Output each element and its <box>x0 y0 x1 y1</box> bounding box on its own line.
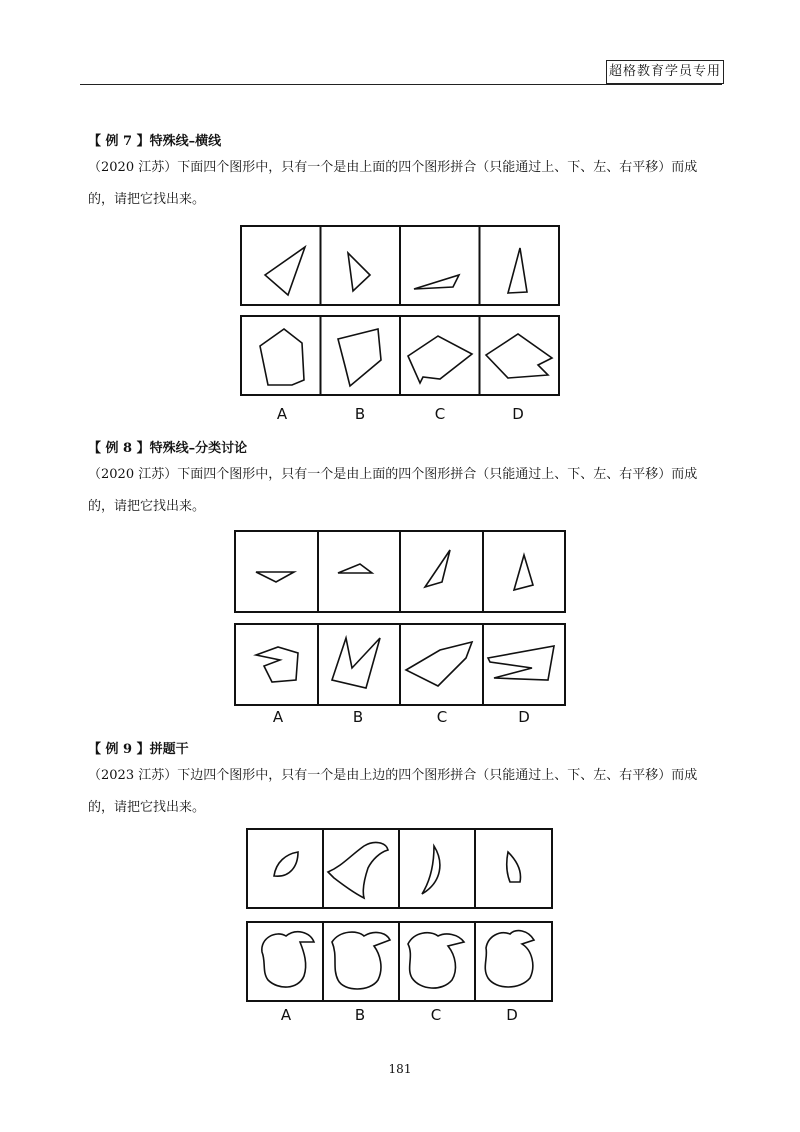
piece-triangle-1 <box>256 572 294 582</box>
option-b-shape[interactable] <box>338 329 381 386</box>
option-d-shape[interactable] <box>486 334 552 378</box>
piece-triangle-2 <box>338 564 372 573</box>
option-a-shape[interactable] <box>260 329 304 385</box>
example-8-pieces-row <box>235 531 565 612</box>
option-a-label[interactable]: A <box>280 1006 292 1024</box>
option-a-label[interactable]: A <box>272 708 284 726</box>
option-b-shape[interactable] <box>332 932 390 989</box>
option-b-label[interactable]: B <box>354 405 366 423</box>
piece-crescent <box>422 846 440 894</box>
option-c-label[interactable]: C <box>436 708 448 726</box>
piece-triangle-3 <box>425 550 450 587</box>
option-b-label[interactable]: B <box>354 1006 366 1024</box>
option-d-label[interactable]: D <box>512 405 524 423</box>
example-7-question <box>88 152 724 216</box>
piece-curved-angle <box>328 843 388 898</box>
option-d-label[interactable]: D <box>518 708 530 726</box>
example-7-options-row <box>241 316 559 395</box>
option-b-shape[interactable] <box>332 638 380 688</box>
example-9-options-row <box>247 922 552 1001</box>
option-d-shape[interactable] <box>488 646 554 680</box>
option-a-shape[interactable] <box>262 932 314 987</box>
example-8-figure <box>234 530 566 730</box>
example-7-question-line1: （2020 江苏）下面四个图形中，只有一个是由上面的四个图形拼合（只能通过上、下、左、右平移）而成 <box>88 160 698 175</box>
example-8-question <box>88 459 724 523</box>
piece-triangle-4 <box>508 248 527 293</box>
example-9-question <box>88 760 724 824</box>
example-7-pieces-row <box>241 226 559 305</box>
option-a-shape[interactable] <box>256 647 298 682</box>
example-9-pieces-row <box>247 829 552 908</box>
example-9-question-line1: （2023 江苏）下边四个图形中，只有一个是由上边的四个图形拼合（只能通过上、下、左、右平移）而成 <box>88 768 698 783</box>
option-c-label[interactable]: C <box>434 405 446 423</box>
piece-triangle-3 <box>414 275 459 289</box>
piece-triangle-4 <box>514 555 533 590</box>
piece-lens <box>274 852 298 876</box>
example-8-title: 【 例 8 】特殊线–分类讨论 <box>88 441 248 456</box>
option-c-shape[interactable] <box>406 642 472 686</box>
option-c-shape[interactable] <box>408 933 464 988</box>
example-9-title: 【 例 9 】拼题干 <box>88 742 189 757</box>
example-7-question-line2: 的，请把它找出来。 <box>88 192 206 207</box>
piece-half-lens <box>507 852 521 882</box>
example-8-question-line1: （2020 江苏）下面四个图形中，只有一个是由上面的四个图形拼合（只能通过上、下、左、右平移）而成 <box>88 467 698 482</box>
page-number: 181 <box>388 1062 412 1076</box>
piece-triangle-1 <box>265 247 305 295</box>
option-b-label[interactable]: B <box>352 708 364 726</box>
option-d-shape[interactable] <box>485 931 534 987</box>
example-9-figure <box>246 828 554 1028</box>
option-c-shape[interactable] <box>408 336 472 383</box>
option-c-label[interactable]: C <box>430 1006 442 1024</box>
option-d-label[interactable]: D <box>506 1006 518 1024</box>
option-a-label[interactable]: A <box>276 405 288 423</box>
example-9-question-line2: 的，请把它找出来。 <box>88 800 206 815</box>
example-8-question-line2: 的，请把它找出来。 <box>88 499 206 514</box>
piece-triangle-2 <box>348 253 370 291</box>
student-only-badge: 超格教育学员专用 <box>606 60 724 84</box>
example-7-figure <box>240 225 560 425</box>
example-7-title: 【 例 7 】特殊线–横线 <box>88 134 222 149</box>
header-rule <box>80 84 722 85</box>
example-8-options-row <box>235 624 565 705</box>
